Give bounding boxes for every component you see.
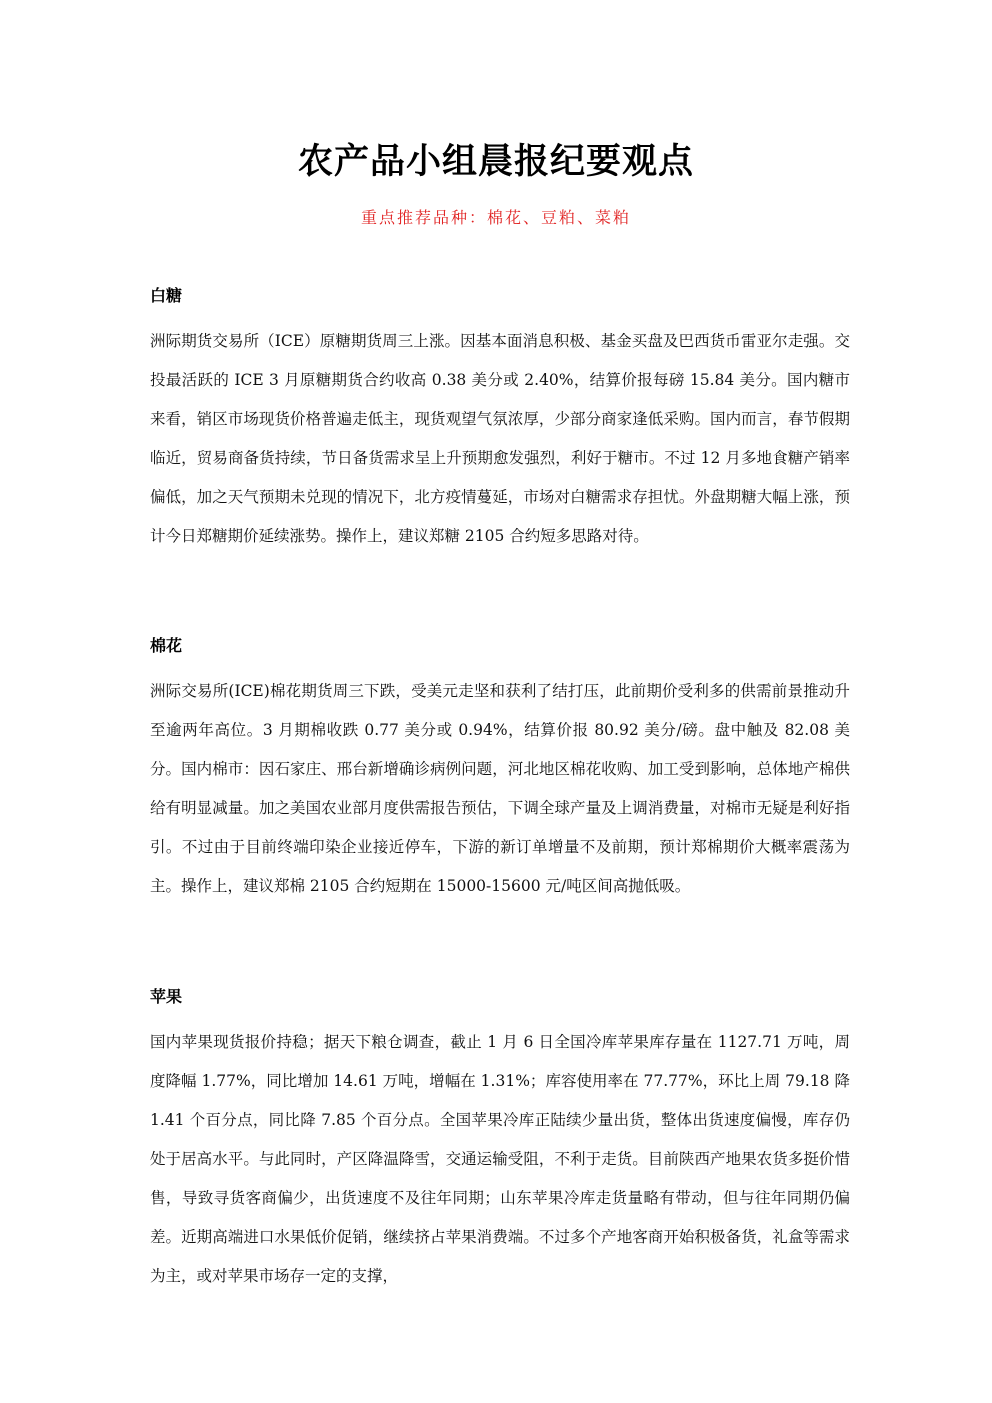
section-cotton bbox=[150, 634, 850, 906]
section-body: 国内苹果现货报价持稳；据天下粮仓调查，截止 1 月 6 日全国冷库苹果库存量在 1127.71 万吨，周度降幅 1.77%，同比增加 14.61 万吨，增幅在 1.31%；库容使用率在 77.77%，环比上周 79.18 降 1.41 个百分点，同比降 7.85 个百分点。全国苹果冷库正陆续少量出货，整体出货速度偏慢，库存仍处于居高水平。与此同时，产区降温降雪，交通运输受阻，不利于走货。目前陕西产地果农货多挺价惜售，导致寻货客商偏少，出货速度不及往年同期；山东苹果冷库走货量略有带动，但与往年同期仍偏差。近期高端进口水果低价促销，继续挤占苹果消费端。不过多个产地客商开始积极备货，礼盒等需求为主，或对苹果市场存一定的支撑， bbox=[150, 1033, 850, 1285]
recommended-varieties: 重点推荐品种：棉花、豆粕、菜粕 bbox=[360, 208, 631, 227]
document-title: 农产品小组晨报纪要观点 bbox=[297, 142, 694, 182]
section-sugar bbox=[150, 284, 850, 556]
section-heading: 棉花 bbox=[150, 636, 183, 655]
section-heading: 苹果 bbox=[150, 987, 183, 1006]
section-body: 洲际交易所(ICE)棉花期货周三下跌，受美元走坚和获利了结打压，此前期价受利多的供需前景推动升至逾两年高位。3 月期棉收跌 0.77 美分或 0.94%，结算价报 80.92 美分/磅。盘中触及 82.08 美分。国内棉市：因石家庄、邢台新增确诊病例问题，河北地区棉花收购、加工受到影响，总体地产棉供给有明显减量。加之美国农业部月度供需报告预估，下调全球产量及上调消费量，对棉市无疑是利好指引。不过由于目前终端印染企业接近停车，下游的新订单增量不及前期，预计郑棉期价大概率震荡为主。操作上，建议郑棉 2105 合约短期在 15000-15600 元/吨区间高抛低吸。 bbox=[150, 682, 850, 895]
section-body: 洲际期货交易所（ICE）原糖期货周三上涨。因基本面消息积极、基金买盘及巴西货币雷亚尔走强。交投最活跃的 ICE 3 月原糖期货合约收高 0.38 美分或 2.40%，结算价报每磅 15.84 美分。国内糖市来看，销区市场现货价格普遍走低主，现货观望气氛浓厚，少部分商家逢低采购。国内而言，春节假期临近，贸易商备货持续，节日备货需求呈上升预期愈发强烈，利好于糖市。不过 12 月多地食糖产销率偏低，加之天气预期未兑现的情况下，北方疫情蔓延，市场对白糖需求存担忧。外盘期糖大幅上涨，预计今日郑糖期价延续涨势。操作上，建议郑糖 2105 合约短多思路对待。 bbox=[150, 332, 850, 545]
section-heading: 白糖 bbox=[150, 286, 183, 305]
section-apple bbox=[150, 985, 850, 1296]
